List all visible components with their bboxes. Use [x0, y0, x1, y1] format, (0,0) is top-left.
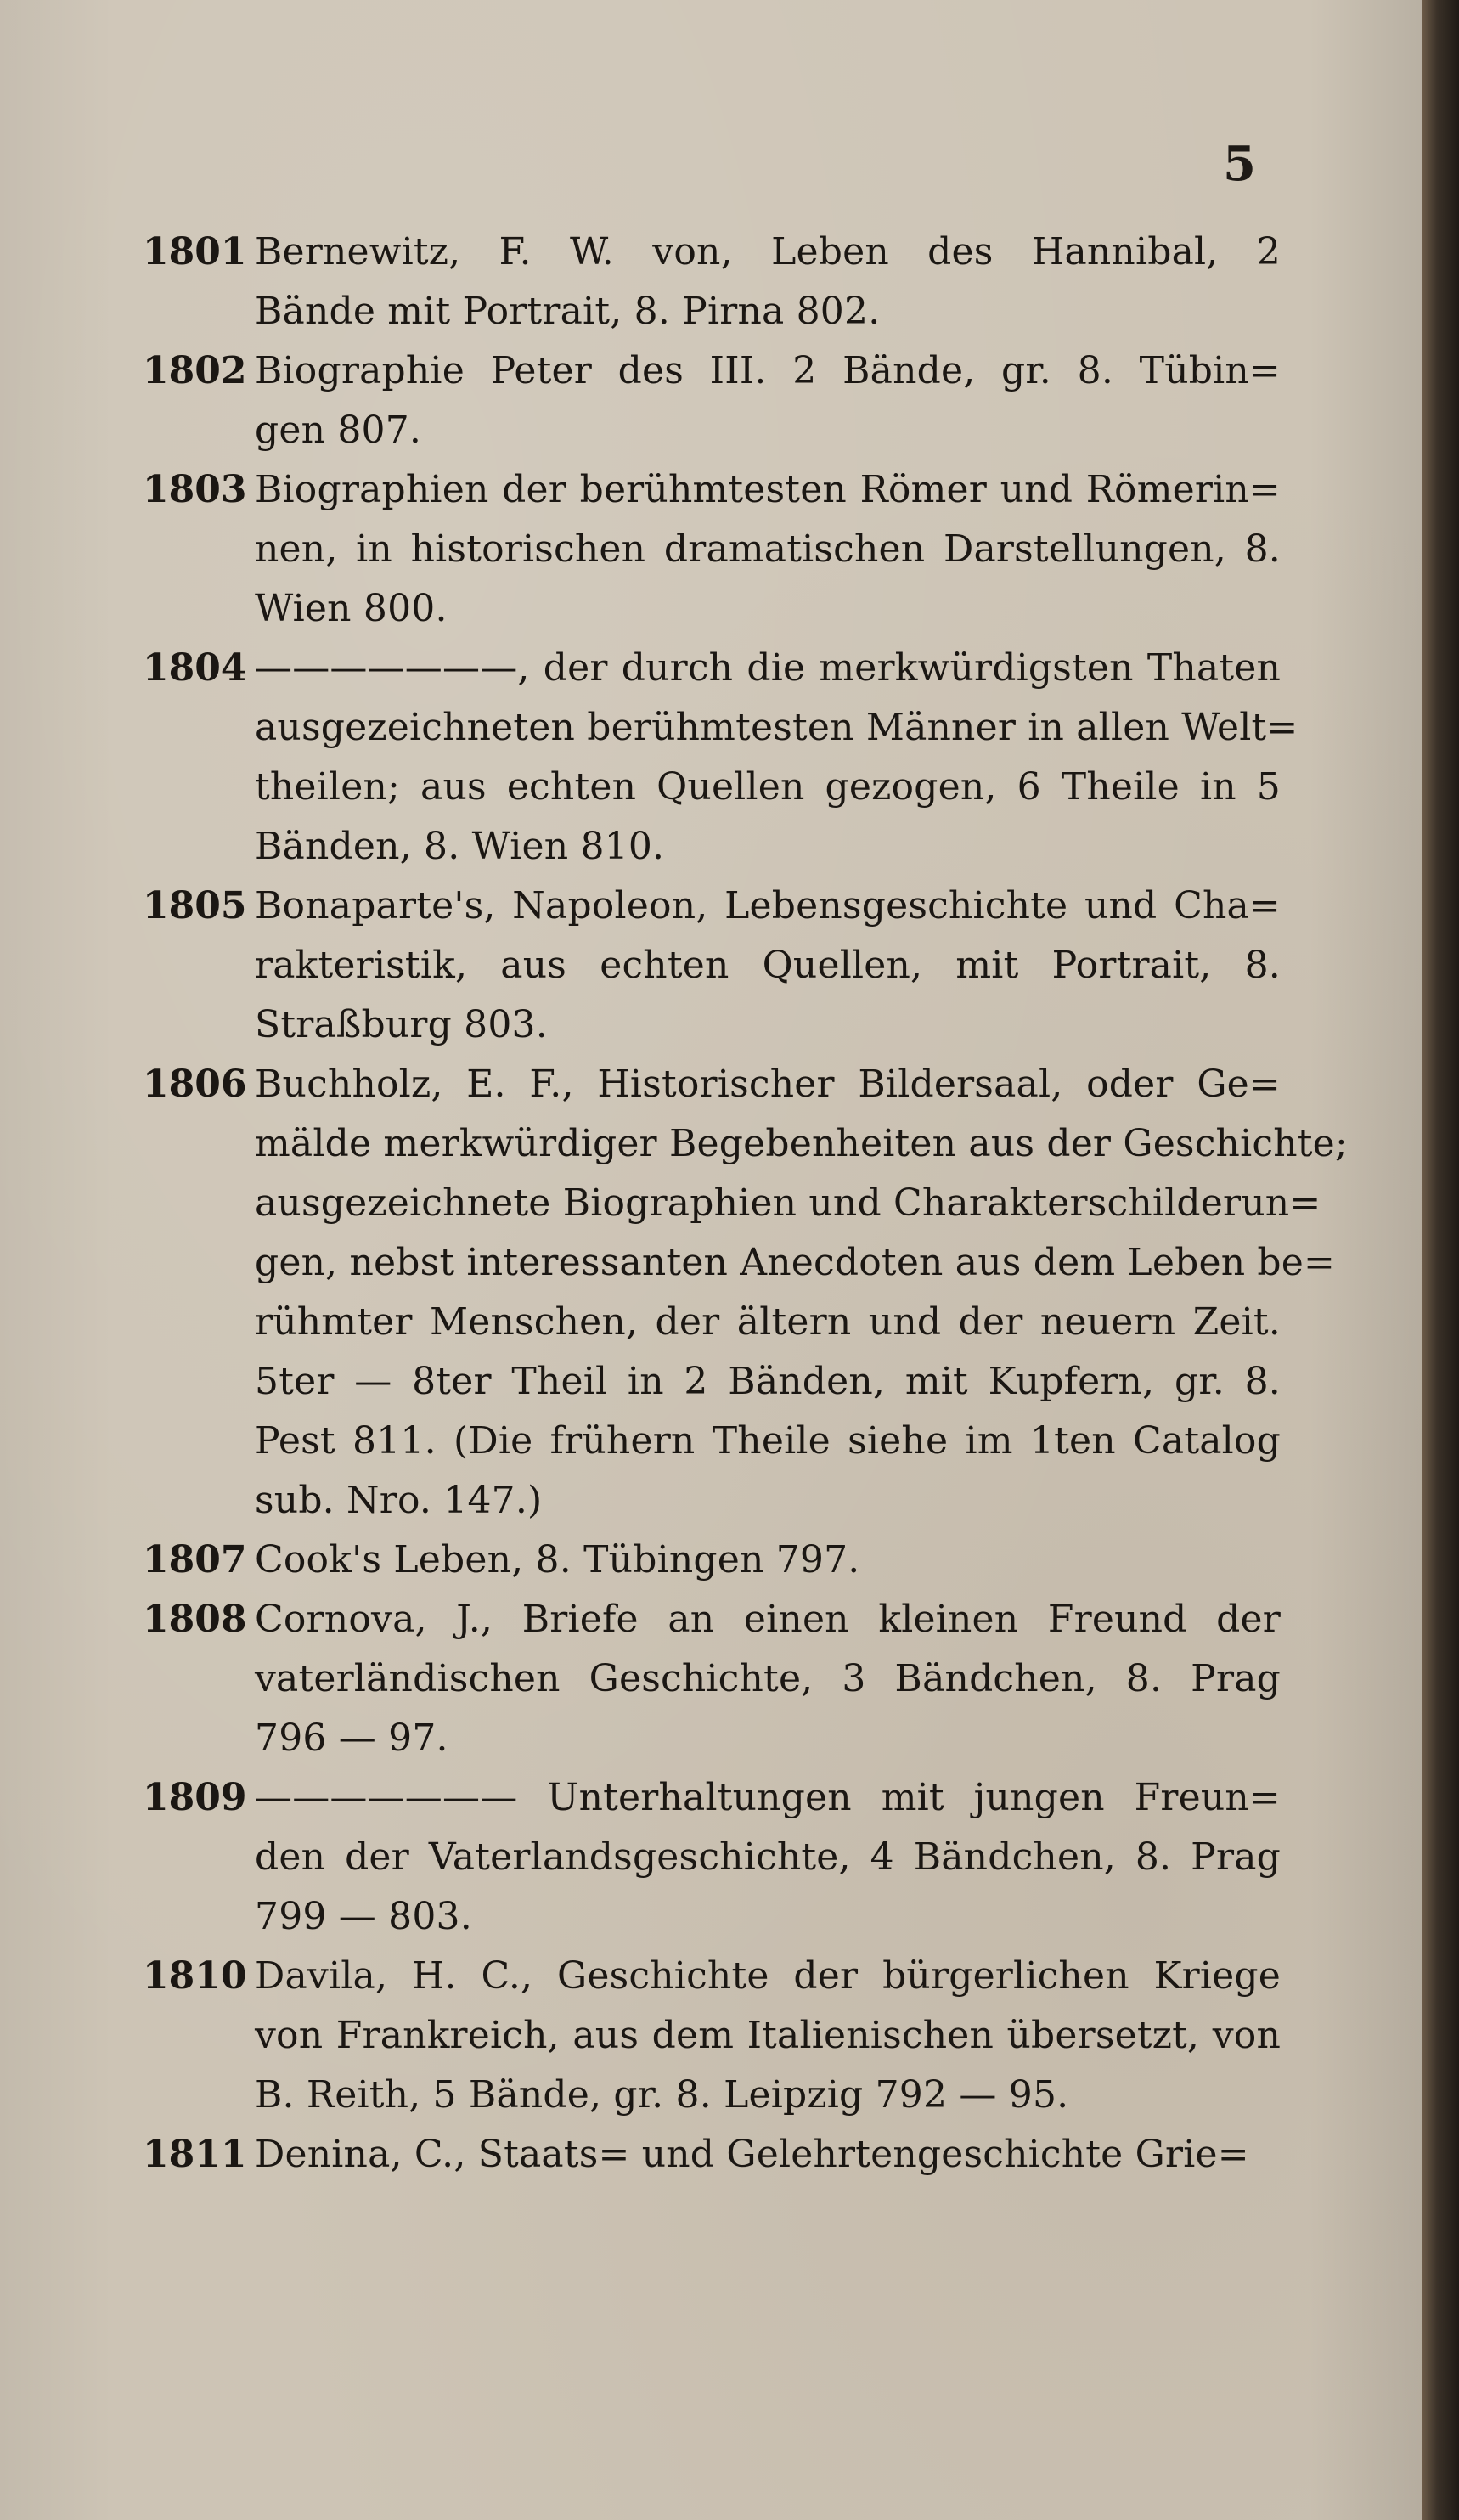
- entry-text-line: von Frankreich, aus dem Italienischen übersetzt, von: [255, 2014, 1281, 2057]
- entry-number: 1809: [143, 1776, 247, 1819]
- catalog-entry-list: [143, 223, 1348, 2185]
- entry-number: 1808: [143, 1598, 247, 1641]
- book-binding-edge: [1422, 0, 1459, 2520]
- entry-text-line: Pest 811. (Die frühern Theile siehe im 1ten Catalog: [255, 1419, 1281, 1463]
- entry-text-line: gen 807.: [255, 409, 422, 452]
- entry-text-line: ausgezeichnete Biographien und Charakterschilderun=: [255, 1181, 1321, 1225]
- entry-text-line: Buchholz, E. F., Historischer Bildersaal, oder Ge=: [255, 1063, 1281, 1106]
- entry-text-line: Biographie Peter des III. 2 Bände, gr. 8. Tübin=: [255, 349, 1281, 392]
- entry-number: 1810: [143, 1954, 247, 1998]
- entry-number: 1811: [143, 2133, 247, 2176]
- catalog-entry: [143, 1590, 1281, 1768]
- entry-number: 1806: [143, 1063, 247, 1106]
- entry-text-line: gen, nebst interessanten Anecdoten aus dem Leben be=: [255, 1241, 1336, 1284]
- entry-text-line: vaterländischen Geschichte, 3 Bändchen, 8. Prag: [255, 1657, 1281, 1700]
- catalog-entry: [143, 341, 1281, 460]
- entry-text-line: Bände mit Portrait, 8. Pirna 802.: [255, 290, 881, 333]
- catalog-entry: [143, 639, 1298, 877]
- entry-text-line: Bänden, 8. Wien 810.: [255, 825, 665, 868]
- entry-number: 1801: [143, 230, 247, 273]
- entry-text-line: ———————, der durch die merkwürdigsten Thaten: [255, 646, 1281, 690]
- catalog-entry: [143, 460, 1281, 639]
- entry-text-line: Straßburg 803.: [255, 1003, 548, 1046]
- entry-text-line: theilen; aus echten Quellen gezogen, 6 Theile in 5: [255, 765, 1281, 809]
- catalog-entry: [143, 1531, 1281, 1590]
- catalog-entry: [143, 877, 1281, 1055]
- entry-text-line: nen, in historischen dramatischen Darstellungen, 8.: [255, 527, 1281, 571]
- entry-text-line: Davila, H. C., Geschichte der bürgerlichen Kriege: [255, 1954, 1281, 1998]
- entry-text-line: ausgezeichneten berühmtesten Männer in allen Welt=: [255, 706, 1298, 749]
- entry-text-line: Bonaparte's, Napoleon, Lebensgeschichte und Cha=: [255, 884, 1281, 927]
- entry-number: 1804: [143, 646, 247, 690]
- entry-text-line: Denina, C., Staats= und Gelehrtengeschichte Grie=: [255, 2133, 1249, 2176]
- entry-text-line: mälde merkwürdiger Begebenheiten aus der Geschichte;: [255, 1122, 1348, 1165]
- entry-number: 1805: [143, 884, 247, 927]
- page-number: 5: [1223, 136, 1256, 192]
- entry-text-line: rühmter Menschen, der ältern und der neuern Zeit.: [255, 1300, 1281, 1344]
- entry-number: 1802: [143, 349, 247, 392]
- catalog-entry: [143, 1947, 1281, 2125]
- entry-number: 1803: [143, 468, 247, 511]
- entry-text-line: rakteristik, aus echten Quellen, mit Portrait, 8.: [255, 944, 1281, 987]
- entry-text-line: ——————— Unterhaltungen mit jungen Freun=: [255, 1776, 1281, 1819]
- entry-text-line: B. Reith, 5 Bände, gr. 8. Leipzig 792 — 95.: [255, 2073, 1069, 2117]
- entry-text-line: 5ter — 8ter Theil in 2 Bänden, mit Kupfern, gr. 8.: [255, 1360, 1281, 1403]
- entry-text-line: Cook's Leben, 8. Tübingen 797.: [255, 1538, 860, 1581]
- entry-text-line: Wien 800.: [255, 587, 448, 630]
- entry-text-line: Bernewitz, F. W. von, Leben des Hannibal, 2: [255, 230, 1281, 273]
- entry-text-line: 799 — 803.: [255, 1895, 472, 1938]
- entry-text-line: 796 — 97.: [255, 1717, 448, 1760]
- entry-text-line: den der Vaterlandsgeschichte, 4 Bändchen, 8. Prag: [255, 1835, 1281, 1879]
- entry-number: 1807: [143, 1538, 247, 1581]
- catalog-entry: [143, 1768, 1281, 1947]
- entry-text-line: sub. Nro. 147.): [255, 1479, 543, 1522]
- catalog-entry: [143, 223, 1281, 341]
- catalog-entry: [143, 2125, 1281, 2185]
- entry-text-line: Cornova, J., Briefe an einen kleinen Freund der: [255, 1598, 1281, 1641]
- entry-text-line: Biographien der berühmtesten Römer und Römerin=: [255, 468, 1281, 511]
- catalog-entry: [143, 1055, 1348, 1531]
